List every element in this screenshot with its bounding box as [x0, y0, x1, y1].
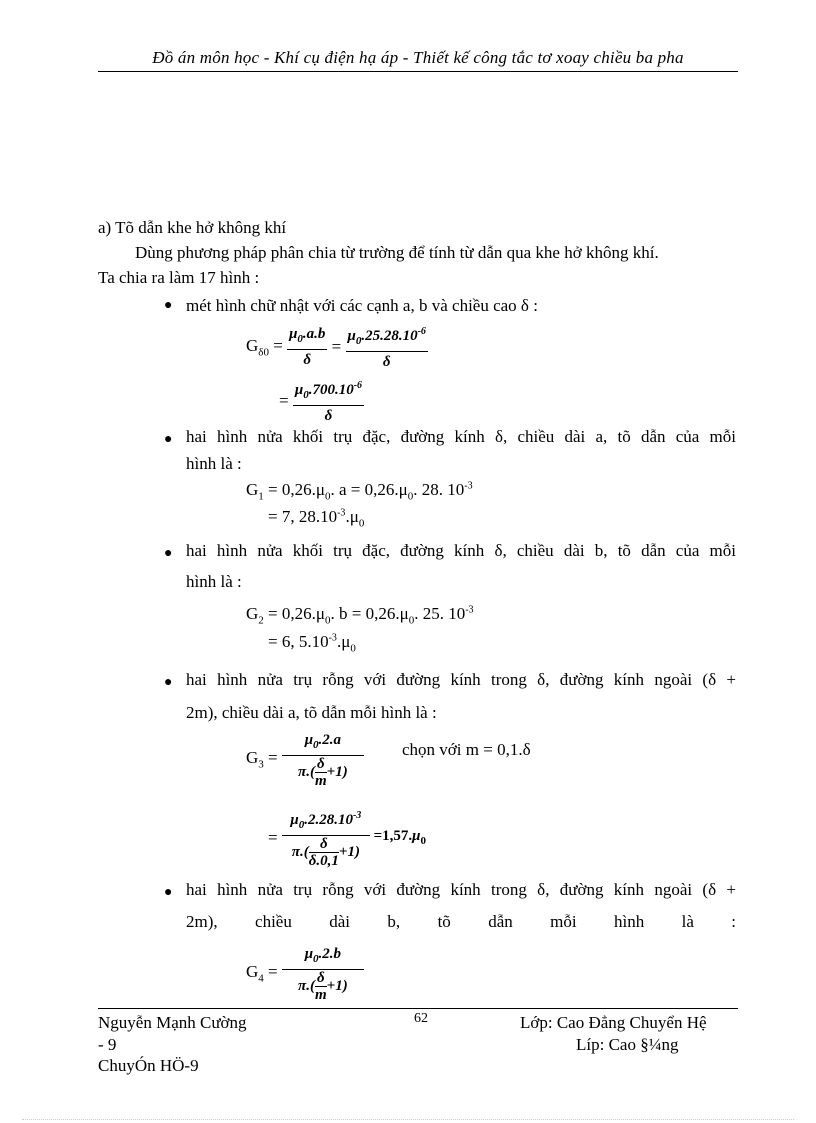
- footer-author: Nguyễn Mạnh Cường: [98, 1013, 247, 1032]
- formula-g-delta0-line2: = $\frac{\mu_0.700.10^{-6}}{\delta}$: [279, 376, 364, 426]
- fraction: $\frac{\mu_0.25.28.10^{-6}}{\delta}$: [346, 322, 428, 372]
- bullet-icon: ●: [164, 298, 173, 313]
- formula-g2-line-2: = 6, $5.10^{-3}.\mu_0$: [268, 632, 356, 655]
- item-2-text-line-2: hình là :: [186, 454, 242, 473]
- item-1-text: mét hình chữ nhật với các cạnh a, b và chiều cao δ :: [186, 296, 538, 315]
- page-header: Đồ án môn học - Khí cụ điện hạ áp - Thiết kế công tắc tơ xoay chiều ba pha: [152, 48, 684, 67]
- formula-g4: $G_4$ = $\mu_0.2.b$ π.( $\frac{\delta}{m}$ +1): [246, 944, 364, 1003]
- bullet-icon: ●: [164, 546, 173, 561]
- intro-line-1: Dùng phương pháp phân chia từ trường để tính từ dẫn qua khe hở không khí.: [135, 243, 659, 262]
- bullet-icon: ●: [164, 885, 173, 900]
- header-rule: [98, 71, 738, 72]
- fraction: $\frac{\mu_0.700.10^{-6}}{\delta}$: [293, 376, 364, 426]
- page-number: 62: [414, 1011, 428, 1026]
- fraction: $\mu_0.2.b$ π.( $\frac{\delta}{m}$ +1): [282, 944, 364, 1003]
- page-edge-divider: [22, 1119, 794, 1120]
- intro-line-2: Ta chia ra làm 17 hình :: [98, 268, 260, 287]
- g3-note: chọn với m = 0,1.δ: [402, 740, 531, 759]
- section-heading: a) Tõ dẫn khe hở không khí: [98, 218, 287, 237]
- footer-class-2: Líp: Cao §¼ng: [576, 1035, 679, 1054]
- footer-class: Lớp: Cao Đẳng Chuyển Hệ: [520, 1013, 707, 1032]
- formula-g2-line-1: $G_2 = 0,26.\mu_0$. $b = 0,26.\mu_0$. 25. $10^{-3}$: [246, 604, 474, 627]
- footer-author-cont-2: ChuyÓn HÖ-9: [98, 1056, 199, 1075]
- formula-g1-line-2: = 7, $28.10^{-3}.\mu_0$: [268, 507, 365, 530]
- item-5-text-line-2: 2m), chiều dài b, tõ dẫn mỗi hình là :: [186, 912, 736, 931]
- formula-g1-line-1: $G_1 = 0,26.\mu_0$. $a = 0,26.\mu_0$. 28. $10^{-3}$: [246, 480, 473, 503]
- item-2-text-line-1: hai hình nửa khối trụ đặc, đường kính δ, chiều dài a, tõ dẫn của mỗi: [186, 427, 736, 446]
- footer-author-cont: - 9: [98, 1035, 117, 1054]
- item-3-text-line-1: hai hình nửa khối trụ đặc, đường kính δ, chiều dài b, tõ dẫn của mỗi: [186, 541, 736, 560]
- item-4-text-line-1: hai hình nửa trụ rỗng với đường kính trong δ, đường kính ngoài (δ +: [186, 670, 736, 689]
- bullet-icon: ●: [164, 432, 173, 447]
- formula-g3: $G_3$ = $\mu_0.2.a$ π.( $\frac{\delta}{m}$ +1): [246, 730, 364, 789]
- fraction: $\mu_0.2.a$ π.( $\frac{\delta}{m}$ +1): [282, 730, 364, 789]
- item-3-text-line-2: hình là :: [186, 572, 242, 591]
- formula-g3-line-2: = $\mu_0.2.28.10^{-3}$ π.( $\frac{\delta}{\delta.0,1}$ +1) $=1,57.\mu_0$: [268, 806, 426, 869]
- fraction: $\mu_0.2.28.10^{-3}$ π.( $\frac{\delta}{\delta.0,1}$ +1): [282, 806, 370, 869]
- fraction: $\frac{\mu_0.a.b}{\delta}$: [289, 326, 326, 368]
- bullet-icon: ●: [164, 675, 173, 690]
- item-4-text-line-2: 2m), chiều dài a, tõ dẫn mỗi hình là :: [186, 703, 437, 722]
- footer-rule: [98, 1008, 738, 1009]
- formula-g-delta0: $G_{\delta 0}$ = $\frac{\mu_0.a.b}{\delta}$ = $\frac{\mu_0.25.28.10^{-6}}{\delta}$: [246, 322, 428, 372]
- item-5-text-line-1: hai hình nửa trụ rỗng với đường kính trong δ, đường kính ngoài (δ +: [186, 880, 736, 899]
